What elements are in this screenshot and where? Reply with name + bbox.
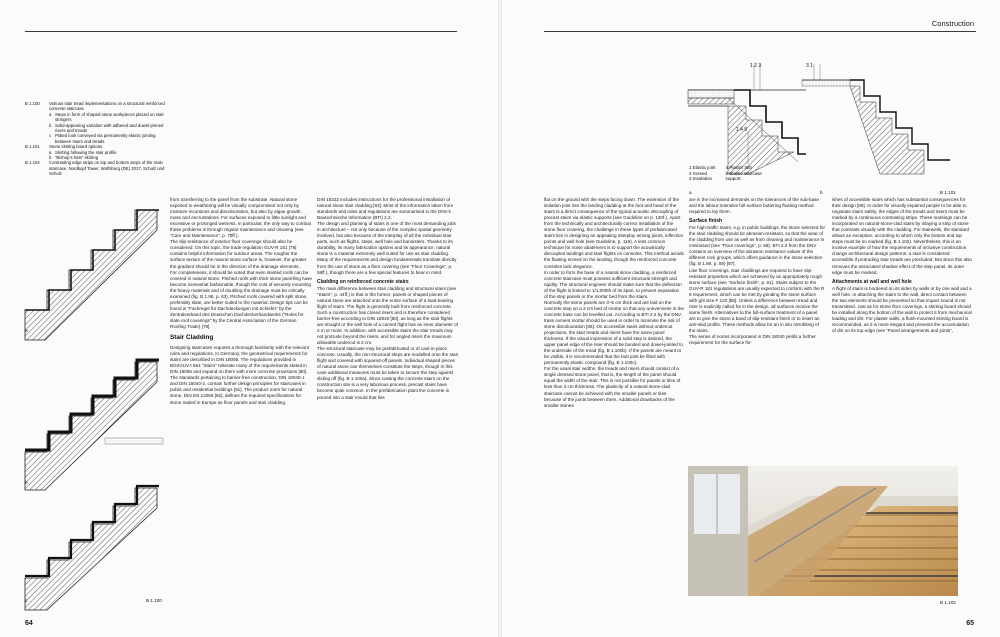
fig-label-c: c <box>25 598 28 603</box>
caption-subtext: Plated look conveyed via permanently elastic jointing between risers and treads <box>55 133 156 144</box>
paragraph: The structural staircase may be prefabricated or of cast-in-place concrete. Usually, the non-structural steps are modelled onto the stair flight and covered with squared-off panels. Individual shaped pieces of natural stone can themselves constitute the steps, though in this case additional measures must be taken to secure the step against sliding off (fig. B 1.100a). Since casting the concrete stairs on the construction site is a very laborious process, precast stairs have become quite common. In the prefabrication plant the concrete is poured into a stair mould that lies <box>317 346 459 400</box>
fig-ref-b1101: B 1.101 <box>940 190 956 195</box>
legend-col-2 <box>726 165 776 182</box>
diagram-numbers-bottom: 1 4 5 <box>736 127 748 133</box>
book-gutter <box>498 0 502 637</box>
paragraph: A flight of stairs is bordered on its sides by walls or by one wall and a well hole. In attaching the stairs to the wall, direct contact between the two elements should be prevented so that impact sound is not transmitted. Just as for stone floor coverings, a skirting board should be installed along the bottom of the wall to protect it from mechanical loading and dirt. For plaster walls, a flush-mounted skirting board is recommended, as it is more elegant and prevents the accumulation of dirt on its top edge (see “Panel arrangements and joints”, <box>832 285 972 333</box>
stair-detail-diagram-b <box>800 62 960 182</box>
fig-label-101b: b <box>820 190 823 195</box>
legend-columns <box>689 165 829 182</box>
stair-detail-diagram-a <box>688 62 808 177</box>
page-number-left: 64 <box>25 620 33 627</box>
section-title: Construction <box>931 19 974 28</box>
fig-ref-b1102: B 1.102 <box>940 600 956 605</box>
right-column-3 <box>832 197 972 334</box>
caption-b1102 <box>25 160 165 176</box>
fig-label-101a: a <box>689 190 692 195</box>
paragraph: from transferring to the panel from the substrate. Natural stone exposed to weathering will be visually compromised not only by moisture incursions and discolouration, but also by algae growth, moss and encrustations. For surfaces exposed to little sunlight and excessive or prolonged wetness, in particular, the only way to combat these problems is through regular maintenance and cleaning (see “Care and Maintenance”, p. 70ff.). <box>170 197 311 239</box>
caption-subtext: Solid-appearing variation with adhered and dowel-pinned risers and treads <box>55 122 164 134</box>
heading-attachments: Attachments at wall and well hole <box>832 278 912 285</box>
caption-subtext: Skirting following the stair profile <box>55 149 117 155</box>
diagram-numbers-top-b: 3 1 <box>806 63 813 69</box>
legend-text: Insulation <box>692 176 713 182</box>
heading-surface-finish: Surface finish <box>689 218 723 225</box>
paragraph: In order to form the base of a natural stone cladding, a reinforced concrete staircase must possess sufficient structural strength and rigidity. The structural engineer should make sure that the deflection of the flight is limited to 1/1,000th of its span, to prevent separation of the step panels or the mortar bed from the stairs. <box>544 269 682 299</box>
fig-label-a: a <box>25 328 28 333</box>
paragraph: For high-traffic stairs, e.g. in public buildings, the stone selected for the stair cladding should be abrasion-resistant, so that the wear of the cladding from use as well as from cleaning and maintenance is minimised (see “Floor coverings”, p. 58). BTI 2.2 from the DNV contains an overview of the abrasion resistance values of the different rock groups, which offers guidance in the stone selection (fig. B 1.89, p. 59) [87]. <box>689 225 826 267</box>
caption-text: Stone skirting board options <box>49 144 103 150</box>
caption-subtext: “Bishop’s hats” skirting <box>55 155 99 161</box>
caption-sub <box>25 112 165 123</box>
stair-drawings-b1100 <box>25 200 165 610</box>
caption-letter: b <box>49 122 52 128</box>
caption-number: B 1.101 <box>25 144 40 150</box>
figure-captions <box>25 101 165 177</box>
caption-letter: c <box>49 133 52 139</box>
staircase-photo <box>688 466 958 596</box>
legend-number: 5 <box>725 170 729 176</box>
caption-sub <box>25 133 165 144</box>
fig-ref-b1100: B 1.100 <box>146 598 162 603</box>
legend-number: 2 <box>689 170 692 176</box>
left-column-1 <box>170 197 312 406</box>
stair-drawing-a <box>25 210 159 340</box>
staircase-photo-image <box>688 466 958 596</box>
paragraph: DIN 18332 includes instructions for the professional installation of natural stone stair cladding [83]. Most of the information taken from standards and rules and regulations are summarised in the DNV’s Bautechnische Information (BTI) 2.2. <box>317 197 454 221</box>
legend-text: Plaster lath <box>729 165 752 170</box>
paragraph: Normally the stone panels are 3–5 cm thick and are laid on the concrete step on a 2 cm bed of mortar so that any unevenness in the concrete base can be levelled out. According to BTI 2.2 by the DNV, trass cement mortar should be used in order to minimise the risk of stone discolouration [86]. On accessible stairs without undercut projections, the stair treads and risers have the same panel thickness. If the visual impression of a solid step is desired, the upper panel edge of the riser should be bonded and dowel-jointed to the underside of the tread (fig. B 1.100b). If the panels are meant to be visible, it is recommended that the butt joint be filled with permanently elastic compound (fig. B 1.100c). <box>544 299 684 366</box>
legend-number: 4 <box>725 165 729 170</box>
paragraph: The design and planning of stairs is one of the most demanding jobs in architecture – not only because of the complex spatial geometry involved, but also because of the interplay of all the individual stair parts, such as flights, steps, well hole and bannisters. Thanks to its durability, its many fabrication options and its appearance, natural stone is a material extremely well suited for use as stair cladding. Many of the requirements and design fundamentals translate directly from the use of stone as a floor covering (see “Floor Coverings”, p. 58ff.), though there are a few special features to bear in mind. <box>317 221 457 275</box>
caption-letter: a <box>49 111 52 117</box>
right-column-1 <box>544 197 684 409</box>
stair-drawing-b <box>25 360 163 490</box>
left-column-2 <box>317 197 459 401</box>
caption-subtext: Steps in form of shaped stone workpieces placed on stair stringers <box>55 111 164 123</box>
left-header-rule <box>25 31 457 32</box>
paragraph: are in the increased demands on the tolerances of the sub-base and the labour-intensive full-surface buttering floating method required to lay them. <box>689 197 819 215</box>
caption-text: Contrasting edge strips on top and bottom steps of the main staircase, Nordkopf Tower, Wolfsburg (DE) 2017, Schulz und Schulz <box>49 160 165 177</box>
caption-letter: b <box>49 155 52 161</box>
legend-item <box>726 171 776 182</box>
legend-text: Elastic staircase support <box>725 170 762 182</box>
paragraph: The series of norms incorporated in DIN 18040 yields a further requirement for the surface fin- <box>689 334 816 346</box>
caption-letter: a <box>49 149 52 155</box>
paragraph: The main difference between stair cladding and structural stairs (see “Stairs”, p. 44ff.) is that in the former, panels or shaped pieces of natural stone are attached onto the entire surface of a load-bearing flight of stairs. The flight is generally built from reinforced concrete. Such a construction has closed risers and is therefore considered barrier-free according to DIN 18040 [80], as long as the stair flights are straight or the well hole of a curved flight has an inner diameter of 2 m or more. In addition, with accessible stairs the stair treads may not protrude beyond the risers, and for angled risers the maximum allowable undercut is 2 cm. <box>317 285 458 346</box>
diagram-legend <box>689 165 829 182</box>
heading-cladding-concrete: Cladding on reinforced concrete stairs <box>317 278 409 285</box>
caption-text: Various stair tread implementations on a structural reinforced concrete staircase <box>49 101 165 112</box>
right-column-2 <box>689 197 825 346</box>
paragraph: ishes of accessible stairs which has substantial consequences for their design [89]. In order for visually impaired people to be able to negotiate stairs safely, the edges of the treads and risers must be marked by a continuous contrasting stripe. These markings can be incorporated on natural-stone-clad stairs by inlaying a strip of stone that contrasts visually with the cladding. For stairwells, the standard allows an exception, according to which only the bottom and top steps must be so marked (fig. B 1.102). Nevertheless, this is an incisive example of how the requirements of inclusive construction change architectural design patterns: a stair is considered accessible if protruding stair treads are precluded. But since this also removes the associated shadow effect of the step panel, its outer edge must be marked. <box>832 197 972 275</box>
caption-sub <box>25 123 165 134</box>
legend-number: 1 <box>689 165 692 170</box>
caption-number: B 1.100 <box>25 101 40 106</box>
legend-col-1 <box>689 165 716 182</box>
paragraph: For the usual stair widths, the treads and risers should consist of a single dressed stone panel, that is, the length of the panel should equal the width of the stair. This is not possible for panels or tiles of less than 3 cm thickness. The plasticity of a natural stone-clad staircase cannot be achieved with the smaller panels or tiles because of the joints between them. Additional drawbacks of the smaller stones <box>544 366 681 408</box>
legend-item <box>689 176 716 182</box>
paragraph: flat on the ground with the steps facing down. The extension of the isolation joint into the landing cladding at the foot and head of the stairs is a direct consequence of the typical acoustic decoupling of precast stairs via elastic supports (see Guideline on p. 120f.). Apart from the technically and architecturally correct installation of the stone floor covering, the challenge in these types of prefabricated stairs lies in designing an appealing interplay among joints, inflection points and well hole (see Guideline, p. 119). A less common technique for noise abatement is to support the acoustically decoupled landings and stair flights on consoles. This method avoids the floating screed on the landing, though the reinforced concrete consoles lack elegance. <box>544 197 684 269</box>
paragraph: The slip-resistance of exterior floor coverings should also be considered. On this topic, the trade regulation GUV-R 181 [78] contains helpful information for outdoor areas. The rougher the surface texture of the natural stone surface is, however, the greater the gradient should be in the direction of the drainage elements. <box>170 239 307 269</box>
paragraph: Like floor coverings, stair claddings are required to have slip-resistant properties which are achieved by an appropriately rough stone surface (see “Surface finish”, p. 61). Stairs subject to the GUV-R 181 regulations are usually expected to conform with the R 9 requirement, which can be met by grinding the stone surface with grit size F 120 [88]. Unless a difference between tread and riser is explicitly called for in the design, all surfaces receive the same finish. Alternatives to the full-surface treatment of a panel are to give the stone a band of slip-resistant finish or to insert an anti-skid profile. These methods allow for an in situ retrofitting of the stairs. <box>689 267 825 333</box>
diagram-numbers-top-a: 1 2 3 <box>750 63 762 69</box>
stair-drawing-c <box>25 486 159 610</box>
caption-b1100 <box>25 101 165 112</box>
heading-stair-cladding: Stair Cladding <box>170 334 214 342</box>
paragraph: For completeness, it should be noted that even slanted roofs can be covered in natural stone. Pitched roofs with thick stone panelling have become somewhat fashionable, though the cost of securely mounting the heavy materials and of doubling the drainage must be critically examined (fig. B 1.98, p. 63). Pitched roofs covered with split stone, preferably slate, are better suited to the material. Design tips can be found in “Fachregel für Dachdeckungen mit Schiefer” by the Zentralverband des Deutschen Dachdeckerhandwerks (“Rules for slate roof coverings” by the Central Association of the German Roofing Trade) [79]. <box>170 269 312 329</box>
caption-number: B 1.102 <box>25 160 40 166</box>
right-header-rule <box>544 31 976 32</box>
fig-label-b: b <box>25 480 28 485</box>
legend-number: 3 <box>689 176 692 182</box>
legend-text: Screed <box>692 170 708 176</box>
legend-text: Elastic joint <box>692 165 716 170</box>
paragraph: Designing staircases requires a thorough familiarity with the relevant rules and regulations. In Germany, the geometrical requirements for stairs are described in DIN 18065. The regulations provided in BGI/GUV-I 561 “Stairs” reiterate many of the requirements stated in DIN 18065 and expand on them with more concrete provisions [80]. The standards pertaining to barrier-free construction, DIN 18040-1 and DIN 18040-2, contain further design principles for staircases in public and residential buildings [81]. The product norm for natural stone, DIN EN 12058 [82], defines the required specifications for stone traded in Europe as floor panels and stair cladding. <box>170 345 309 405</box>
page-number-right: 65 <box>966 620 974 627</box>
